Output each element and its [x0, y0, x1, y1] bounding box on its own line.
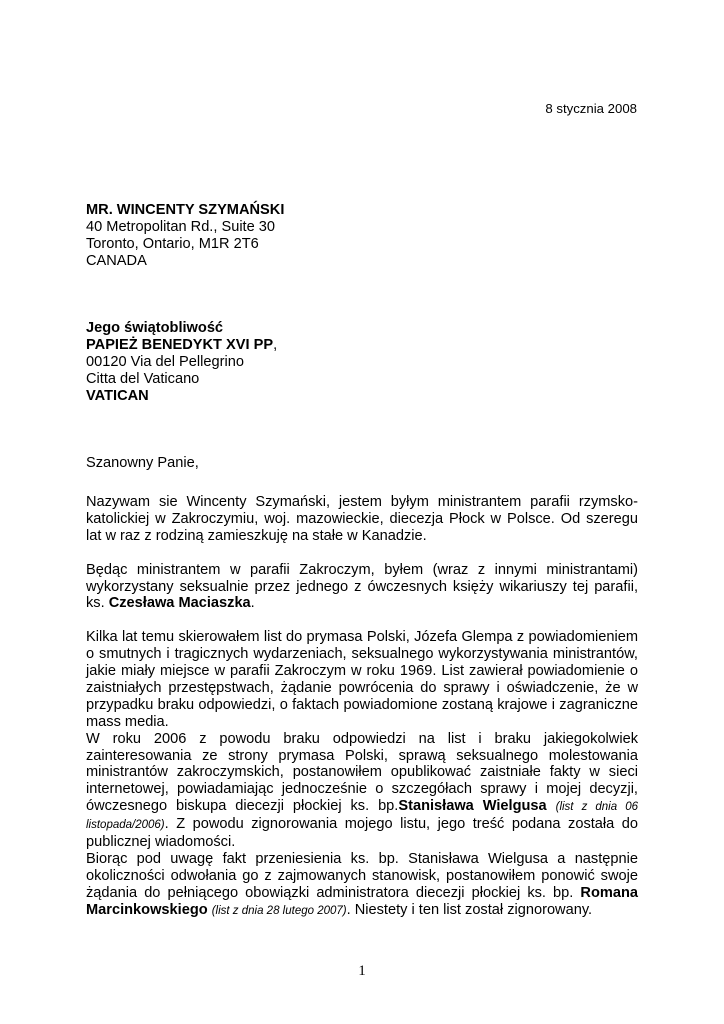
paragraph-2-text: Będąc ministrantem w parafii Zakroczym, byłem (wraz z innymi ministrantami) wykorzystany seksualnie przez jednego z ówczesnych księży wikariuszy tej parafii, ks.: [86, 561, 638, 612]
paragraph-2: [86, 562, 638, 613]
letter-date: 8 stycznia 2008: [545, 101, 637, 116]
paragraph-4: [86, 731, 638, 851]
paragraph-5-end: . Niestety i ten list został zignorowany.: [346, 901, 593, 918]
paragraph-5: [86, 851, 638, 920]
paragraph-3: Kilka lat temu skierowałem list do prymasa Polski, Józefa Glempa z powiadomieniem o smutnych i tragicznych wydarzeniach, seksualnego wykorzystywania ministrantów, jakie miały miejsce w parafii Zakroczym w roku 1969. List zawierał powiadomienie o zaistniałych przestępstwach, żądanie powrócenia do sprawy i oświadczenie, że w przypadku braku odpowiedzi, o faktach powiadomione zostaną krajowe i zagraniczne mass media.: [86, 629, 638, 730]
recipient-name: PAPIEŻ BENEDYKT XVI PP: [86, 336, 274, 353]
recipient-country: VATICAN: [86, 387, 149, 404]
recipient-name-line: [86, 337, 638, 354]
sender-country: CANADA: [86, 252, 147, 269]
sender-address-block: [86, 202, 638, 270]
sender-address-line-2: Toronto, Ontario, M1R 2T6: [86, 235, 259, 252]
letter-body: [86, 494, 638, 920]
recipient-address-block: [86, 320, 638, 405]
paragraph-5-name: Romana Marcinkowskiego: [86, 884, 638, 918]
paragraph-4-note: (list z dnia 06 listopada/2006): [86, 801, 638, 832]
paragraph-4-end: . Z powodu zignorowania mojego listu, jego treść podana została do publicznej wiadomości.: [86, 816, 638, 851]
paragraph-4-text: W roku 2006 z powodu braku odpowiedzi na list i braku jakiegokolwiek zainteresowania ze strony prymasa Polski, sprawą seksualnego molestowania ministrantów zakroczymskich, postanowiłem opublikować zaistniałe fakty w sieci internetowej, powiadamiając jednocześnie o szczegółach sprawy i mojej decyzji, ówczesnego biskupa diecezji płockiej ks. bp.: [86, 730, 638, 815]
paragraph-2-name: Czesława Maciaszka: [108, 595, 251, 612]
paragraph-2-end: .: [250, 595, 255, 612]
paragraph-4-name: Stanisława Wielgusa: [398, 798, 547, 815]
recipient-name-suffix: ,: [273, 336, 278, 353]
paragraph-5-text: Biorąc pod uwagę fakt przeniesienia ks. bp. Stanisława Wielgusa a następnie okoliczności odwołania go z zajmowanych stanowisk, postanowiłem ponowić swoje żądania do pełniącego obowiązki administratora diecezji płockiej ks. bp.: [86, 851, 638, 901]
recipient-address-line-2: Citta del Vaticano: [86, 370, 200, 387]
paragraph-1: Nazywam sie Wincenty Szymański, jestem byłym ministrantem parafii rzymsko-katolickiej w Zakroczymiu, woj. mazowieckie, diecezja Płock w Polsce. Od szeregu lat w raz z rodziną zamieszkuję na stałe w Kanadzie.: [86, 494, 638, 544]
sender-name: MR. WINCENTY SZYMAŃSKI: [86, 202, 285, 218]
recipient-address-line-1: 00120 Via del Pellegrino: [86, 353, 244, 370]
salutation: Szanowny Panie,: [86, 455, 199, 471]
sender-address-line-1: 40 Metropolitan Rd., Suite 30: [86, 218, 276, 235]
recipient-title: Jego świątobliwość: [86, 320, 224, 336]
paragraph-5-note: (list z dnia 28 lutego 2007): [211, 904, 347, 917]
page-number: 1: [358, 963, 366, 979]
